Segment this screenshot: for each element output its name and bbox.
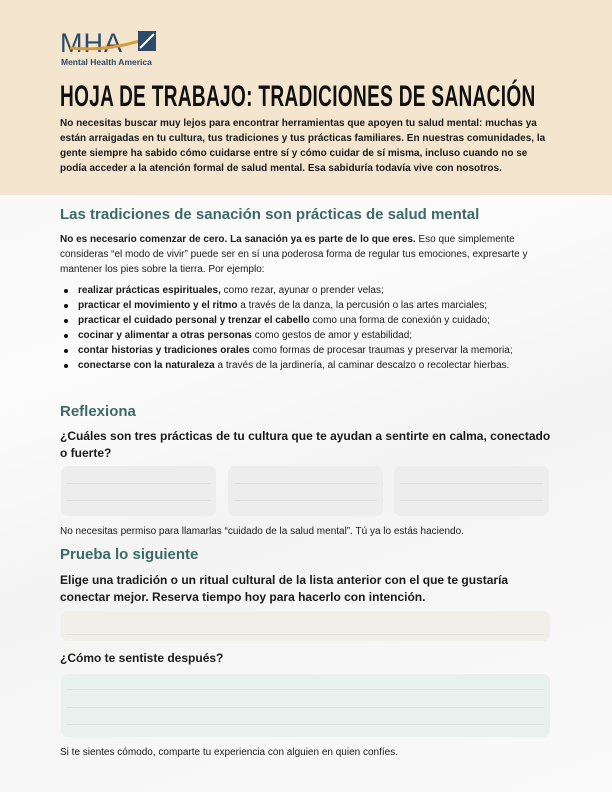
tradition-answer-box[interactable] — [61, 611, 550, 641]
bullet-rest: a través de la jardinería, al caminar descalzo o recolectar hierbas. — [214, 360, 510, 371]
try-instruction: Elige una tradición o un ritual cultural de la lista anterior con el que te gustaría conectar mejor. Reserva tiempo hoy para hacerlo con intención. — [60, 573, 509, 604]
logo-subtitle: Mental Health America — [61, 57, 152, 67]
bullet-rest: como formas de procesar traumas y preservar la memoria; — [249, 345, 513, 356]
answer-box-1[interactable] — [61, 466, 216, 516]
bullet-bold: practicar el movimiento y el ritmo — [78, 300, 238, 311]
bullet-bold: conectarse con la naturaleza — [78, 360, 215, 371]
bullet-rest: como gestos de amor y estabilidad; — [251, 330, 413, 341]
bullet-bold: practicar el cuidado personal y trenzar el cabello — [78, 315, 310, 326]
list-item — [60, 344, 555, 358]
feeling-answer-box[interactable] — [61, 674, 550, 737]
section-lead — [60, 232, 555, 277]
section-heading-traditions: Las tradiciones de sanación son prácticas de salud mental — [60, 206, 480, 223]
list-item — [60, 314, 555, 328]
bullet-rest: como rezar, ayunar o prender velas; — [220, 285, 384, 296]
closing-note: Si te sientes cómodo, comparte tu experiencia con alguien en quien confíes. — [60, 747, 398, 758]
bullet-bold: realizar prácticas espirituales, — [78, 285, 221, 296]
lead-rest: Eso que simplemente consideras “el modo de vivir” puede ser en sí una poderosa forma de regular tus emociones, expresarte y mantener los pies sobre la tierra. Por ejemplo: — [60, 234, 528, 275]
bullet-rest: a través de la danza, la percusión o las artes marciales; — [237, 300, 488, 311]
bullet-bold: contar historias y tradiciones orales — [78, 345, 250, 356]
bullet-rest: como una forma de conexión y cuidado; — [309, 315, 490, 326]
intro-paragraph: No necesitas buscar muy lejos para encontrar herramientas que apoyen tu salud mental: muchas ya están arraigadas en tu cultura, tus tradiciones y tus prácticas familiares. En nuestras comunidades, la gente siempre ha sabido cómo cuidarse entre sí y cómo cuidar de sí misma, incluso cuando no se podía acceder a la atención formal de salud mental. Esa sabiduría todavía vive con nosotros. — [60, 118, 546, 174]
list-item — [60, 329, 555, 343]
list-item — [60, 299, 555, 313]
reflect-question: ¿Cuáles son tres prácticas de tu cultura que te ayudan a sentirte en calma, conectado o fuerte? — [60, 429, 551, 460]
svg-text:MHA: MHA — [60, 28, 123, 58]
answer-box-2[interactable] — [228, 466, 383, 516]
list-item — [60, 284, 555, 298]
list-item — [60, 359, 555, 373]
lead-bold: No es necesario comenzar de cero. La sanación ya es parte de lo que eres. — [60, 234, 416, 245]
bullet-bold: cocinar y alimentar a otras personas — [78, 330, 252, 341]
section-heading-try: Prueba lo siguiente — [60, 546, 199, 563]
feeling-question: ¿Cómo te sentiste después? — [60, 651, 224, 665]
section-heading-reflect: Reflexiona — [60, 403, 136, 420]
practices-list — [60, 284, 555, 374]
page-title: HOJA DE TRABAJO: TRADICIONES DE SANACIÓN — [60, 80, 536, 113]
answer-box-3[interactable] — [394, 466, 549, 516]
reflect-note: No necesitas permiso para llamarlas “cuidado de la salud mental”. Tú ya lo estás haciendo. — [60, 526, 464, 537]
